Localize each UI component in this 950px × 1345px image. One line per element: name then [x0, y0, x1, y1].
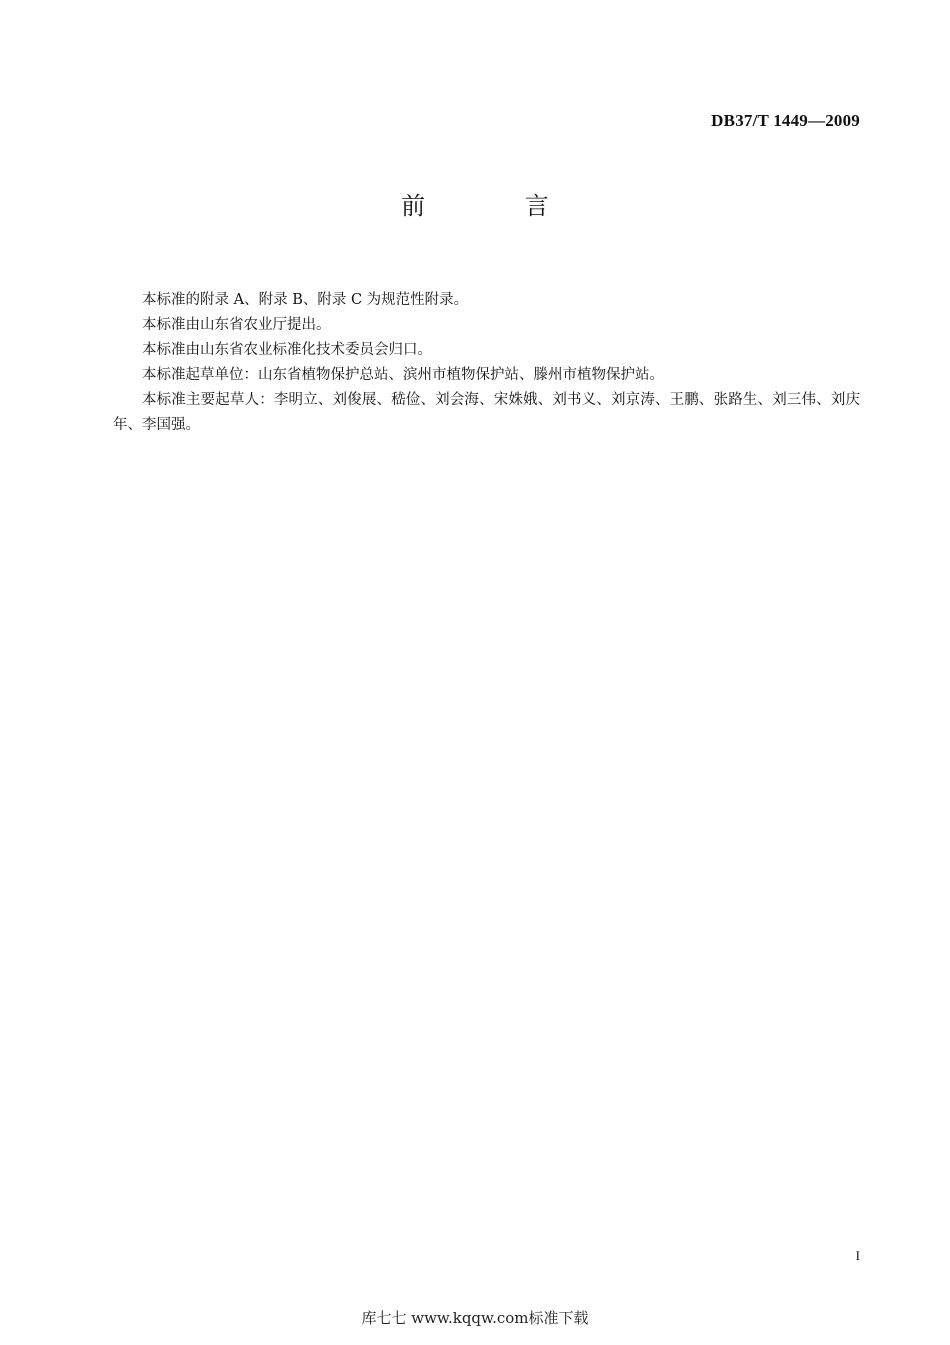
paragraph-centralized-unit: 本标准由山东省农业标准化技术委员会归口。 [142, 342, 432, 358]
standard-code: DB37/T 1449—2009 [711, 111, 860, 130]
paragraph-appendix: 本标准的附录 A、附录 B、附录 C 为规范性附录。 [142, 292, 469, 308]
footer-watermark: 库七七 www.kqqw.com标准下载 [361, 1309, 589, 1327]
page-number: I [855, 1248, 860, 1263]
page-title: 前 言 [401, 192, 595, 220]
paragraph-drafting-units: 本标准起草单位：山东省植物保护总站、滨州市植物保护站、滕州市植物保护站。 [142, 367, 664, 383]
paragraph-drafters: 本标准主要起草人：李明立、刘俊展、嵇俭、刘会海、宋姝娥、刘书义、刘京涛、王鹏、张路生、刘三伟、刘庆年、李国强。 [113, 392, 860, 433]
body-text [113, 288, 860, 438]
paragraph-proposer: 本标准由山东省农业厅提出。 [142, 317, 331, 333]
